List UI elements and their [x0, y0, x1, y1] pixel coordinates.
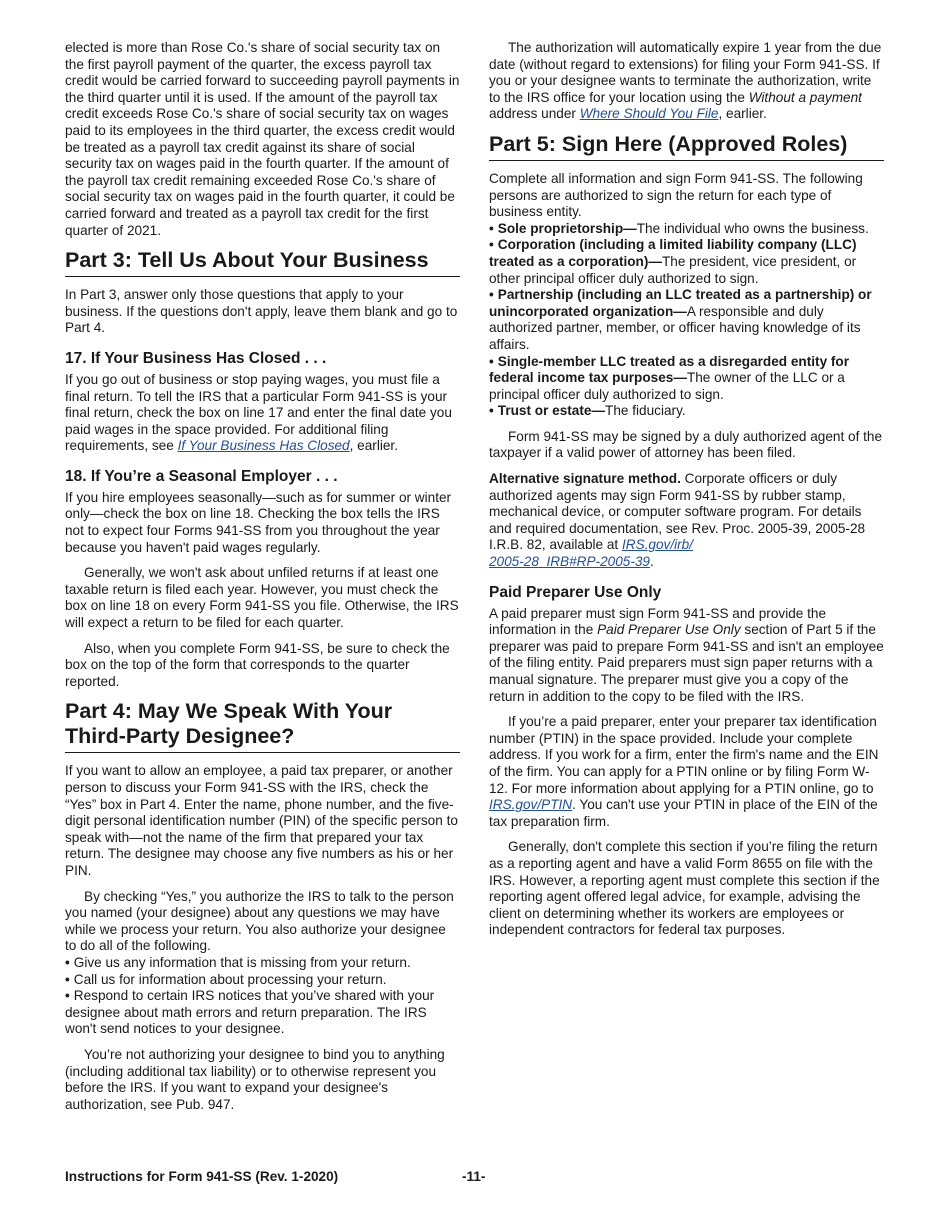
bullet-icon: • — [65, 988, 70, 1004]
designee-bullet: • Respond to certain IRS notices that you’ve shared with your designee about math errors and return preparation. The IRS won't send notices to your designee. — [65, 988, 435, 1037]
q17-heading: 17. If Your Business Has Closed . . . — [65, 349, 327, 367]
bullet-icon: • — [489, 403, 494, 419]
part4-paragraph-1: If you want to allow an employee, a paid tax preparer, or another person to discuss your Form 941-SS with the IRS, check the “Yes” box in Part 4. Enter the name, phone number, and the five-digit personal identification number (PIN) of the specific person to speak with—not the name of the firm that prepared your tax return. The designee may choose any five numbers as his or her PIN. — [65, 763, 458, 878]
authorization-paragraph: The authorization will automatically expire 1 year from the due date (without regard to extensions) for filing your Form 941-SS. If you or your designee wants to terminate the authorization, write to the IRS office for your location using the Without a payment address under Where Should You File, earlier. — [489, 40, 882, 122]
page-footer — [65, 1169, 885, 1184]
part3-heading: Part 3: Tell Us About Your Business — [65, 248, 460, 277]
role-item: • Corporation (including a limited liability company (LLC) treated as a corporation)—The president, vice president, or other principal officer duly authorized to sign. — [489, 237, 857, 286]
bullet-icon: • — [65, 954, 70, 970]
preparer-paragraph-1: A paid preparer must sign Form 941-SS and provide the information in the Paid Preparer Use Only section of Part 5 if the preparer was paid to prepare Form 941-SS and isn't an employee of the filing entity. Paid preparers must sign paper returns with a manual signature. The preparer must give you a copy of the return in addition to the copy to be filed with the IRS. — [489, 605, 884, 704]
bullet-icon: • — [489, 287, 494, 303]
preparer-paragraph-2: If you’re a paid preparer, enter your preparer tax identification number (PTIN) in the space provided. Include your complete address. If you work for a firm, enter the firm's name and the EIN of the firm. You can apply for a PTIN online or by filing Form W-12. For more information about applying for a PTIN online, go to IRS.gov/PTIN. You can't use your PTIN in place of the EIN of the tax preparation firm. — [489, 714, 879, 829]
role-item: • Trust or estate—The fiduciary. — [489, 403, 686, 419]
agent-paragraph: Form 941-SS may be signed by a duly authorized agent of the taxpayer if a valid power of attorney has been filed. — [489, 428, 883, 461]
rose-co-example-paragraph: elected is more than Rose Co.'s share of social security tax on the first payroll payment of the quarter, the excess payroll tax credit would be carried forward to succeeding payroll payments in the third quarter until it is used. If the amount of the payroll tax credit exceeds Rose Co.'s share of social security tax on wages paid to its employees in the third quarter, the excess credit would be treated as a payroll tax credit against its share of social security tax on wages paid in the fourth quarter. If the amount of the payroll tax credit remaining exceeded Rose Co.'s share of social security tax on wages paid in the fourth quarter, it could be carried forward and treated as a payroll tax credit for the first quarter of 2021. — [65, 40, 460, 238]
footer-title: Instructions for Form 941-SS (Rev. 1-2020) — [65, 1169, 339, 1184]
q18-paragraph-3: Also, when you complete Form 941-SS, be sure to check the box on the top of the form that corresponds to the quarter reported. — [65, 640, 450, 689]
part4-paragraph-2: By checking “Yes,” you authorize the IRS to talk to the person you named (your designee) about any questions we may have while we process your return. You also authorize your designee to do all of the following. — [65, 888, 454, 954]
q17-paragraph: If you go out of business or stop paying wages, you must file a final return. To tell the IRS that a particular Form 941-SS is your final return, check the box on line 17 and enter the final date you paid wages in the space provided. For additional filing requirements, see If Your Business Has Closed, earlier. — [65, 371, 452, 454]
part3-intro: In Part 3, answer only those questions that apply to your business. If the questions don't apply, leave them blank and go to Part 4. — [65, 287, 458, 336]
role-item: • Sole proprietorship—The individual who owns the business. — [489, 220, 869, 236]
ptin-link[interactable]: IRS.gov/PTIN — [489, 797, 573, 813]
right-column — [489, 40, 884, 948]
bullet-icon: • — [489, 237, 494, 253]
role-item: • Single-member LLC treated as a disregarded entity for federal income tax purposes—The owner of the LLC or a principal officer duly authorized to sign. — [489, 353, 850, 402]
left-column — [65, 40, 460, 1122]
page-number: -11- — [462, 1169, 486, 1184]
alternative-signature-paragraph: Alternative signature method. Corporate officers or duly authorized agents may sign Form 941-SS by rubber stamp, mechanical device, or computer software program. For details and required documentation, see Rev. Proc. 2005-39, 2005-28 I.R.B. 82, available at IRS.gov/irb/ 2005-28_IRB#RP-2005-39. — [489, 471, 866, 570]
part5-heading: Part 5: Sign Here (Approved Roles) — [489, 132, 884, 161]
designee-bullet: • Give us any information that is missing from your return. — [65, 954, 411, 970]
q18-paragraph-2: Generally, we won't ask about unfiled returns if at least one taxable return is filed each year. However, you must check the box on line 18 on every Form 941-SS you file. Otherwise, the IRS will expect a return to be filed for each quarter. — [65, 565, 459, 631]
q18-paragraph-1: If you hire employees seasonally—such as for summer or winter only—check the box on line 18. Checking the box tells the IRS not to expect four Forms 941-SS from you throughout the year because you haven't paid wages regularly. — [65, 489, 452, 555]
designee-bullet: • Call us for information about processing your return. — [65, 971, 387, 987]
bullet-icon: • — [489, 353, 494, 369]
bullet-icon: • — [489, 220, 494, 236]
paid-preparer-heading: Paid Preparer Use Only — [489, 583, 662, 601]
q18-heading: 18. If You’re a Seasonal Employer . . . — [65, 467, 338, 485]
irb-link[interactable]: IRS.gov/irb/ 2005-28_IRB#RP-2005-39 — [489, 537, 694, 570]
part4-heading: Part 4: May We Speak With Your Third-Party Designee? — [65, 699, 460, 753]
bullet-icon: • — [65, 971, 70, 987]
business-closed-link[interactable]: If Your Business Has Closed — [177, 438, 350, 454]
preparer-paragraph-3: Generally, don't complete this section if you’re filing the return as a reporting agent and have a valid Form 8655 on file with the IRS. However, a reporting agent must complete this section if the reporting agent offered legal advice, for example, advising the client on determining whether its workers are employees or independent contractors for federal tax purposes. — [489, 839, 880, 938]
role-item: • Partnership (including an LLC treated as a partnership) or unincorporated organization—A responsible and duly authorized partner, member, or officer having knowledge of its affairs. — [489, 287, 872, 352]
where-should-you-file-link[interactable]: Where Should You File — [579, 106, 719, 122]
part4-paragraph-3: You’re not authorizing your designee to bind you to anything (including additional tax liability) or to otherwise represent you before the IRS. If you want to expand your designee's authorization, see Pub. 947. — [65, 1046, 445, 1112]
part5-intro: Complete all information and sign Form 941-SS. The following persons are authorized to sign the return for each type of business entity. — [489, 170, 863, 220]
